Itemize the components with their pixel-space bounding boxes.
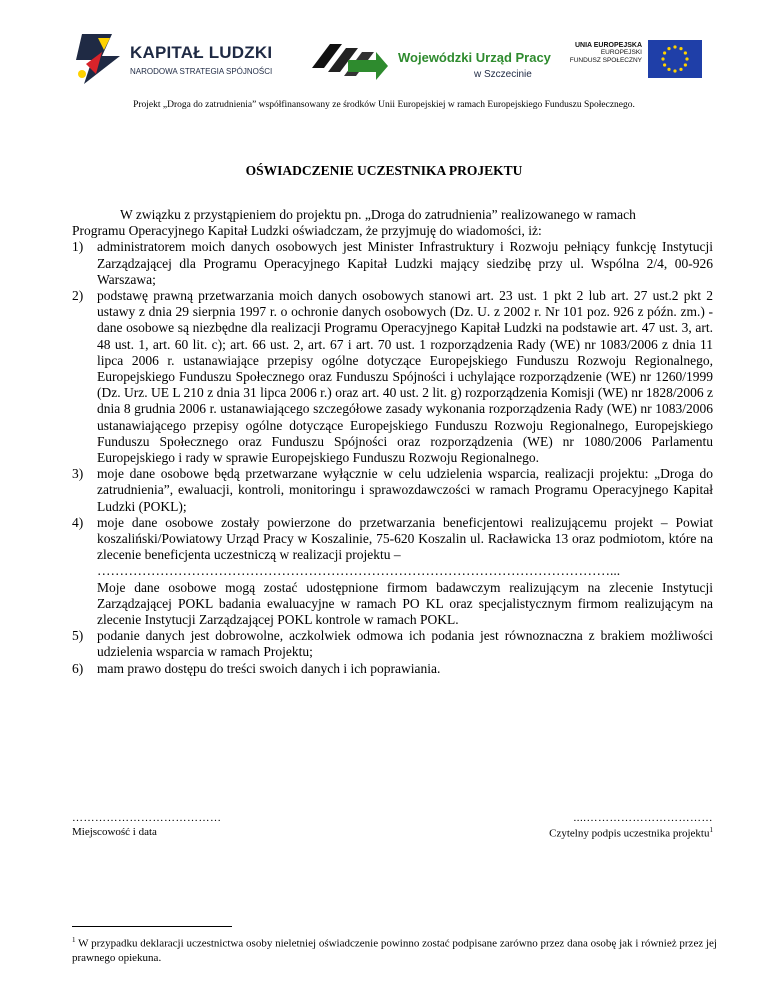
eu-text bbox=[570, 42, 642, 65]
eu-star-icon bbox=[673, 45, 676, 48]
list-item-text: mam prawo dostępu do treści swoich danych i ich poprawiania. bbox=[97, 660, 441, 676]
eu-flag-icon bbox=[648, 40, 702, 78]
list-item-number: 3) bbox=[72, 466, 84, 482]
eu-star-icon bbox=[663, 63, 666, 66]
list-item bbox=[72, 239, 713, 288]
list-item-number: 4) bbox=[72, 514, 84, 530]
intro-line-2: Programu Operacyjnego Kapitał Ludzki oświadczam, że przyjmuję do wiadomości, iż: bbox=[72, 223, 542, 239]
eu-star-icon bbox=[684, 63, 687, 66]
wup-title: Wojewódzki Urząd Pracy bbox=[398, 50, 551, 65]
list-item-number: 5) bbox=[72, 628, 84, 644]
fill-in-dots: ……………………………………………………………………………………………………... bbox=[97, 563, 621, 579]
project-line: Projekt „Droga do zatrudnienia” współfinansowany ze środków Unii Europejskiej w ramach Europejskiego Funduszu Społecznego. bbox=[133, 100, 635, 110]
list-item bbox=[72, 288, 713, 466]
kapital-ludzki-title: KAPITAŁ LUDZKI bbox=[130, 43, 273, 62]
consent-list bbox=[72, 239, 713, 676]
footnote-text: W przypadku deklaracji uczestnictwa osoby nieletniej oświadczenie powinno zostać podpisane zarówno przez dana osobę jak i również przez jej prawnego opiekuna. bbox=[72, 937, 717, 964]
list-item-text-continued: Moje dane osobowe mogą zostać udostępnione firmom badawczym realizującym na zlecenie Instytucji Zarządzającej POKL badania ewaluacyjne w ramach PO KL oraz specjalistycznym firmom realizującym na zlecenie Instytucji Zarządzającej POKL kontrole w ramach POKL. bbox=[97, 579, 713, 628]
eu-star-icon bbox=[685, 57, 688, 60]
statement-body bbox=[72, 207, 713, 677]
eu-star-icon bbox=[673, 69, 676, 72]
list-item-number: 6) bbox=[72, 660, 84, 676]
list-item bbox=[72, 628, 713, 660]
list-item bbox=[72, 466, 713, 515]
kapital-ludzki-subtitle: NARODOWA STRATEGIA SPÓJNOŚCI bbox=[130, 67, 273, 76]
place-date-dots: ………………………………… bbox=[72, 812, 222, 824]
signature-label-text: Czytelny podpis uczestnika projektu bbox=[549, 827, 710, 840]
list-item bbox=[72, 515, 713, 628]
eu-star-icon bbox=[663, 51, 666, 54]
eu-star-icon bbox=[667, 68, 670, 71]
wup-subtitle: w Szczecinie bbox=[474, 69, 532, 80]
eu-line1: UNIA EUROPEJSKA bbox=[574, 42, 642, 49]
place-date-signature bbox=[72, 812, 222, 838]
eu-line3: FUNDUSZ SPOŁECZNY bbox=[569, 57, 642, 64]
eu-line2: EUROPEJSKI bbox=[600, 49, 642, 56]
list-item-number: 1) bbox=[72, 239, 84, 255]
wup-mark-icon bbox=[308, 38, 388, 82]
footnote bbox=[72, 933, 717, 965]
eu-star-icon bbox=[667, 47, 670, 50]
signature-dots: ....…………………………… bbox=[573, 812, 713, 824]
eu-star-icon bbox=[661, 57, 664, 60]
list-item-number: 2) bbox=[72, 288, 84, 304]
page-title: OŚWIADCZENIE UCZESTNIKA PROJEKTU bbox=[245, 163, 523, 178]
list-item-text: moje dane osobowe zostały powierzone do przetwarzania beneficjentowi realizującemu projekt – Powiat koszaliński/Powiatowy Urząd Pracy w Koszalinie, 75-620 Koszalin ul. Racławicka 13 oraz podmiotom, które na zlecenie beneficjenta uczestniczą w realizacji projektu – bbox=[97, 514, 713, 563]
kapital-ludzki-star-icon bbox=[72, 30, 122, 86]
footnote-mark: 1 bbox=[72, 936, 76, 944]
list-item-text: moje dane osobowe będą przetwarzane wyłącznie w celu udzielenia wsparcia, realizacji projektu: „Droga do zatrudnienia”, ewaluacji, kontroli, monitoringu i sprawozdawczości w ramach Programu Operacyjnego Kapitał Ludzki (POKL); bbox=[97, 466, 713, 514]
footnote-divider bbox=[72, 926, 232, 927]
eu-star-icon bbox=[679, 68, 682, 71]
list-item bbox=[72, 661, 713, 677]
signature-label bbox=[549, 826, 713, 840]
place-date-label: Miejscowość i data bbox=[72, 826, 157, 838]
intro-line-1: W związku z przystąpieniem do projektu pn. „Droga do zatrudnienia” realizowanego w ramach bbox=[120, 207, 636, 222]
list-item-text: podstawę prawną przetwarzania moich danych osobowych stanowi art. 23 ust. 1 pkt 2 lub art. 27 ust.2 pkt 2 ustawy z dnia 29 sierpnia 1997 r. o ochronie danych osobowych (Dz. U. z 2002 r. Nr 101 poz. 926 z późn. zm.) - dane osobowe są niezbędne dla realizacji Programu Operacyjnego Kapitał Ludzki na podstawie art. 47 ust. 3, art. 48 ust. 1, art. 60 lit. c); art. 66 ust. 2, art. 67 i art. 70 ust. 1 rozporządzenia Rady (WE) nr 1083/2006 z dnia 11 lipca 2006 r. ustanawiające przepisy ogólne dotyczące Europejskiego Funduszu Rozwoju Regionalnego, Europejskiego Funduszu Społecznego oraz Funduszu Spójności i uchylające rozporządzenie (WE) nr 1260/1999 (Dz. Urz. UE L 210 z dnia 31 lipca 2006 r.) oraz art. 40 ust. 2 lit. g) rozporządzenia Komisji (WE) nr 1828/2006 z dnia 8 grudnia 2006 r. ustanawiającego szczegółowe zasady wykonania rozporządzenia Rady (WE) nr 1083/2006 ustanawiającego przepisy ogólne dotyczące Europejskiego Funduszu Rozwoju Regionalnego, Europejskiego Funduszu Społecznego oraz Funduszu Spójności oraz rozporządzenia (WE) nr 1080/2006 Parlamentu Europejskiego i rady w sprawie Europejskiego Funduszu Rozwoju Regionalnego. bbox=[97, 288, 713, 466]
wup-logo bbox=[308, 38, 551, 86]
footnote-ref: 1 bbox=[709, 826, 713, 834]
eu-star-icon bbox=[679, 47, 682, 50]
eu-logo bbox=[562, 34, 702, 86]
list-item-text: podanie danych jest dobrowolne, aczkolwiek odmowa ich podania jest równoznaczna z brakiem możliwości udzielenia wsparcia w ramach Projektu; bbox=[97, 628, 713, 660]
header-logos bbox=[0, 28, 768, 92]
list-item-text: administratorem moich danych osobowych jest Minister Infrastruktury i Rozwoju pełniący funkcję Instytucji Zarządzającej dla Programu Operacyjnego Kapitał Ludzki mający siedzibę przy ul. Wspólna 2/4, 00-926 Warszawa; bbox=[97, 239, 713, 287]
kapital-ludzki-logo bbox=[72, 30, 287, 86]
participant-signature bbox=[549, 812, 713, 840]
eu-star-icon bbox=[684, 51, 687, 54]
